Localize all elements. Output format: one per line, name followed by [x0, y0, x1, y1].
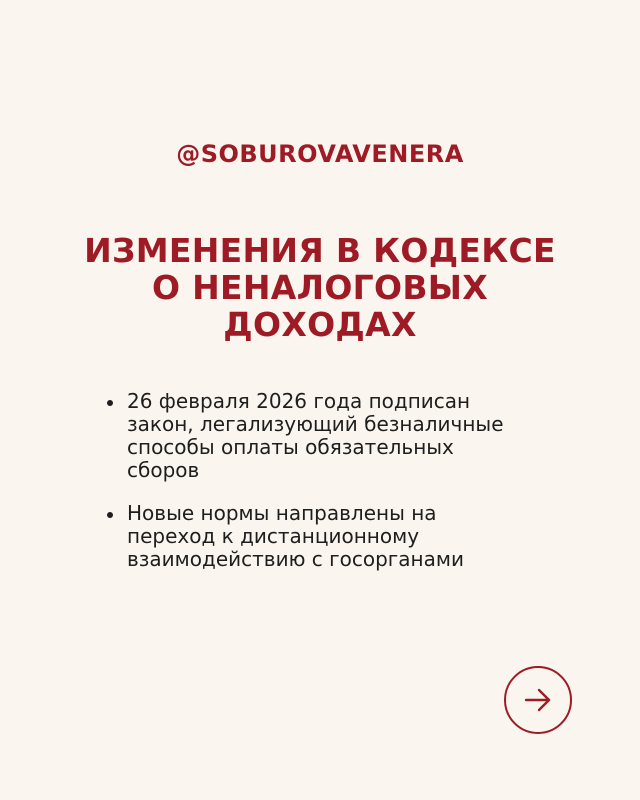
- bullet-text-line: взаимодействию с госорганами: [127, 547, 464, 571]
- bullet-item: [103, 390, 543, 482]
- slide-title: [40, 232, 600, 343]
- bullet-dot-icon: [107, 400, 113, 406]
- bullet-text-line: сборов: [127, 458, 200, 482]
- bullet-item: [103, 502, 543, 571]
- bullet-dot-icon: [107, 512, 113, 518]
- arrow-right-icon: [520, 682, 556, 718]
- bullet-text-line: закон, легализующий безналичные: [127, 412, 504, 436]
- next-slide-button[interactable]: [504, 666, 572, 734]
- slide-title-line: ДОХОДАХ: [223, 305, 417, 344]
- bullet-text-line: 26 февраля 2026 года подписан: [127, 389, 471, 413]
- bullet-text-line: переход к дистанционному: [127, 524, 420, 548]
- slide-title-line: ИЗМЕНЕНИЯ В КОДЕКСЕ: [84, 231, 556, 270]
- bullet-text-line: способы оплаты обязательных: [127, 435, 454, 459]
- slide-title-line: О НЕНАЛОГОВЫХ: [151, 268, 489, 307]
- bullet-list: [103, 390, 543, 591]
- author-handle: @SOBUROVAVENERA: [176, 140, 464, 168]
- bullet-text-line: Новые нормы направлены на: [127, 501, 437, 525]
